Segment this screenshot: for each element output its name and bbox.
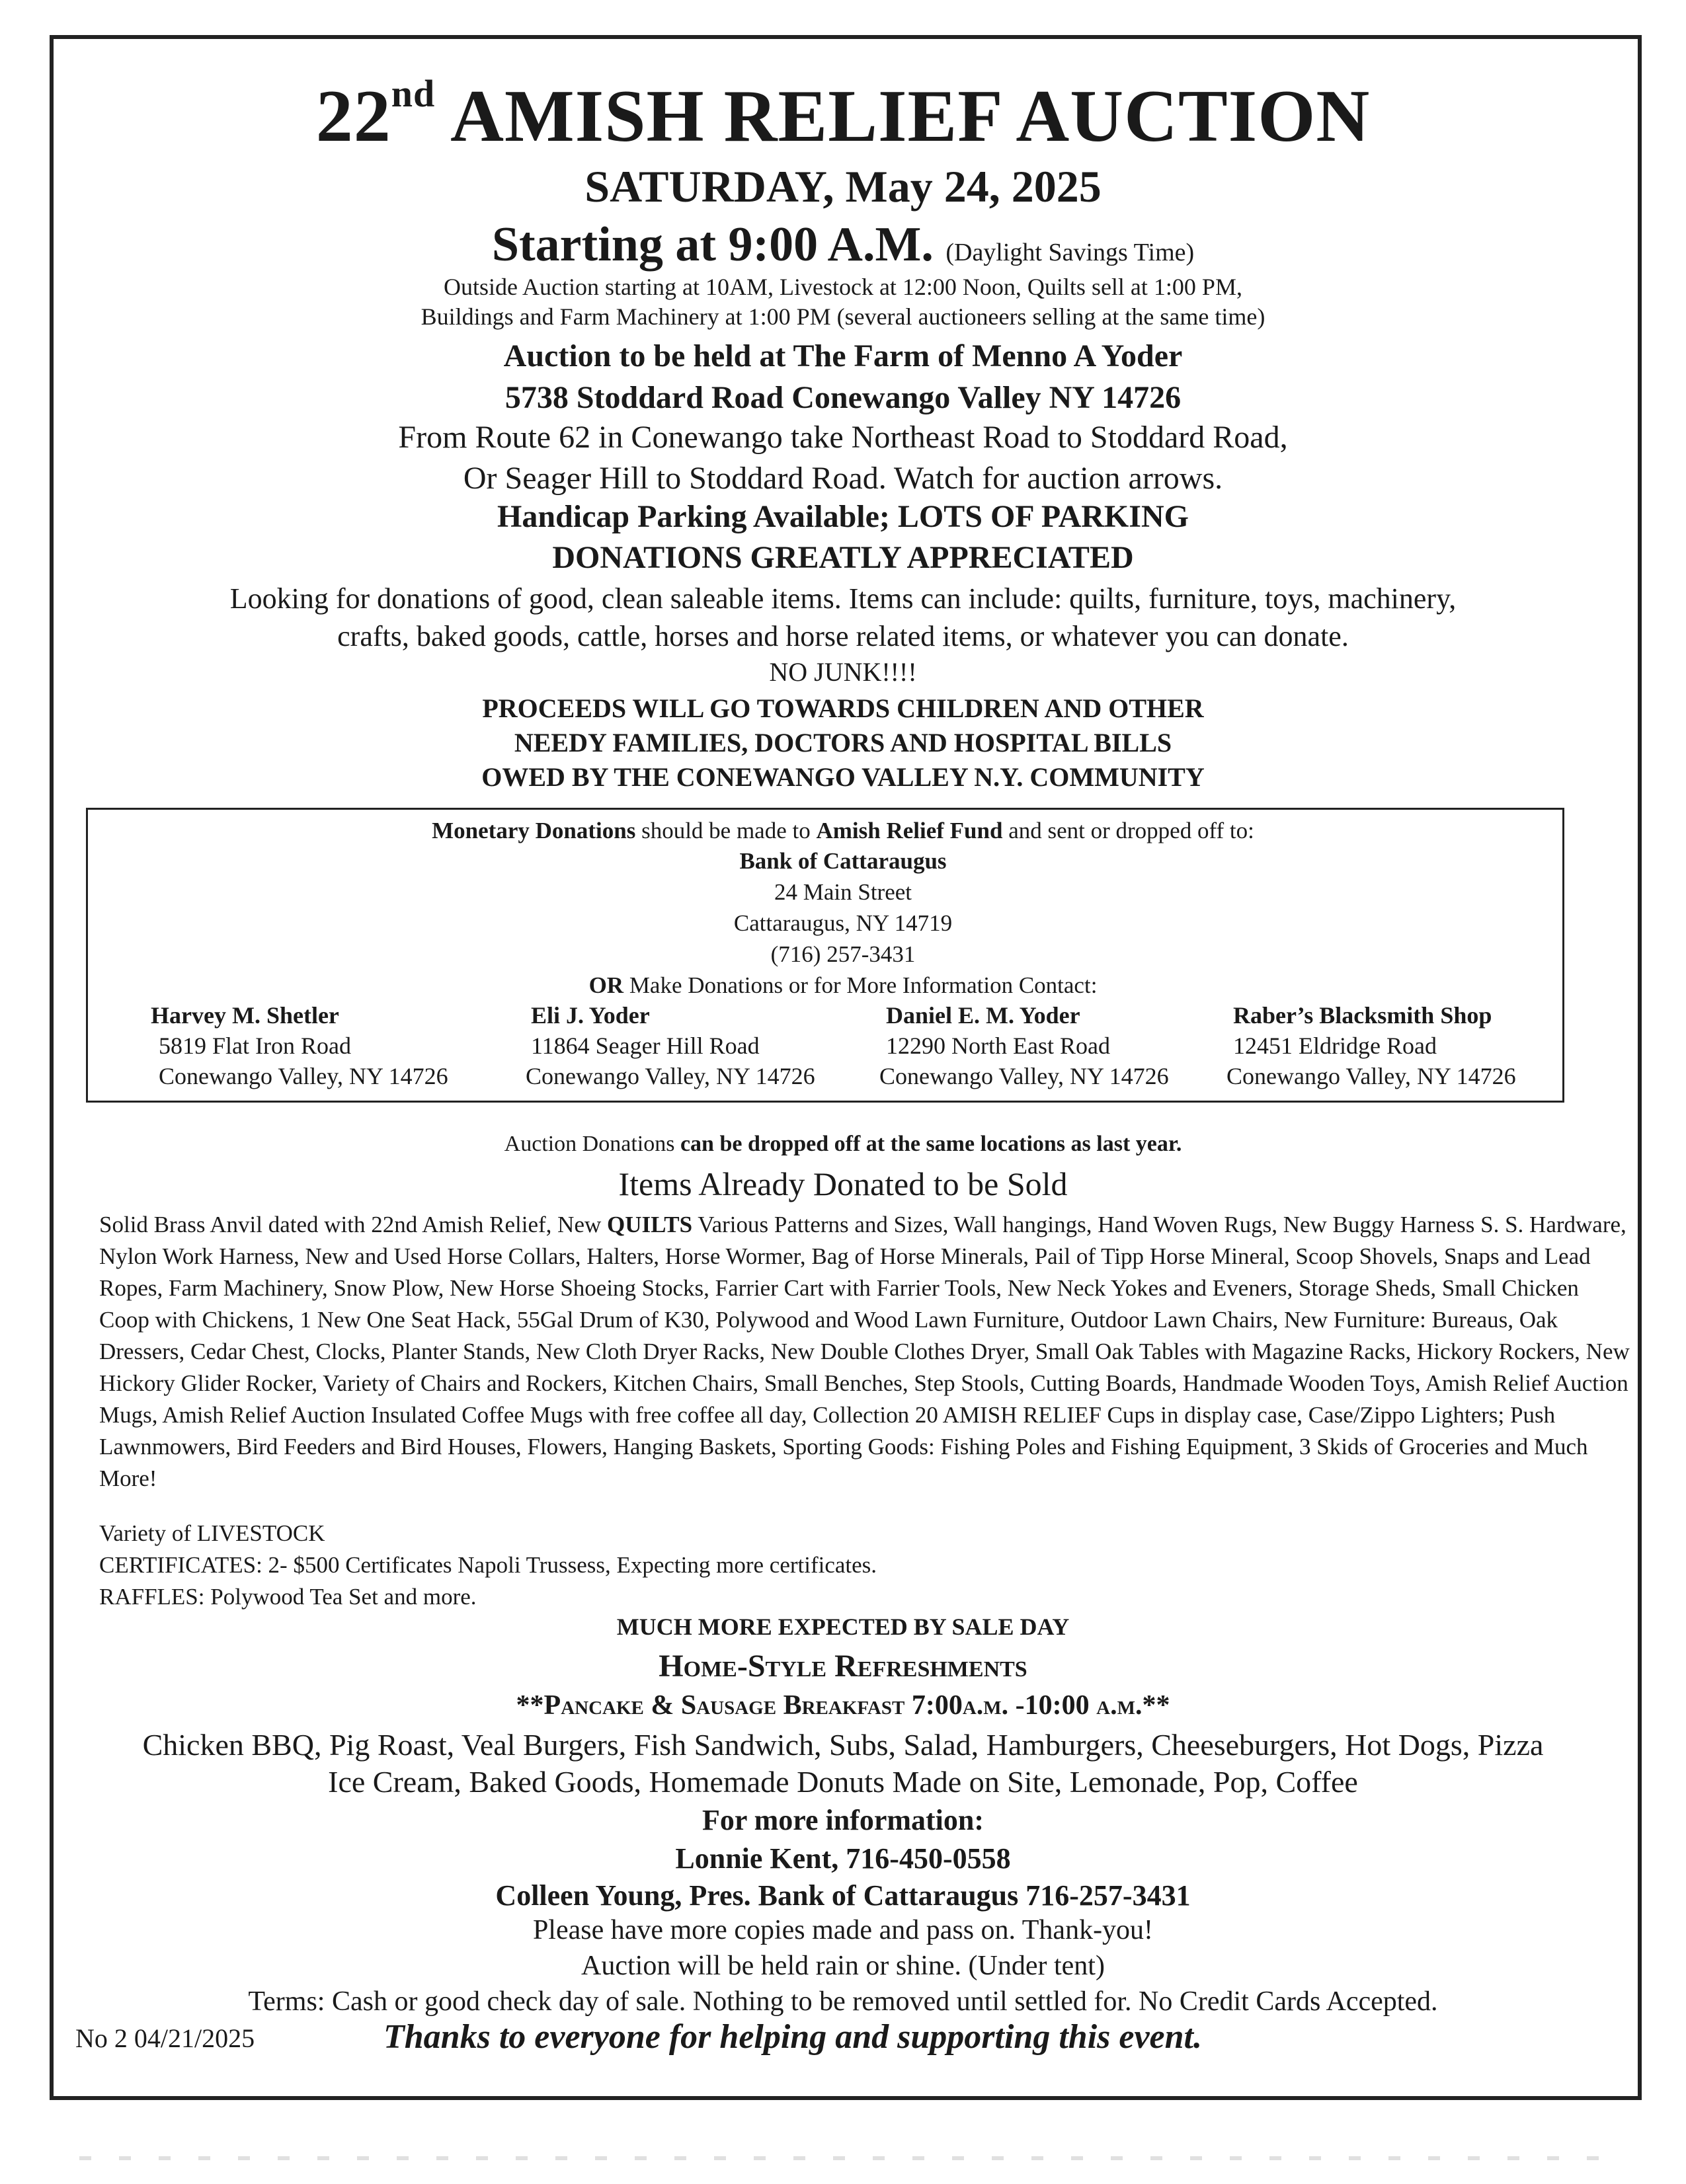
contact-name: Raber’s Blacksmith Shop — [1233, 1002, 1492, 1029]
document-number: No 2 04/21/2025 — [75, 2023, 255, 2053]
title-ordinal-suffix: nd — [391, 72, 436, 115]
breakfast-note: **Pancake & Sausage Breakfast 7:00a.m. -10:00 a.m.** — [516, 1690, 1170, 1721]
venue-line-1: Auction to be held at The Farm of Menno A Yoder — [503, 338, 1183, 373]
directions-line-1: From Route 62 in Conewango take Northeast Road to Stoddard Road, — [398, 420, 1288, 455]
bank-street: 24 Main Street — [774, 879, 912, 905]
contact-name: Harvey M. Shetler — [151, 1002, 339, 1029]
bank-city: Cattaraugus, NY 14719 — [733, 910, 953, 936]
info-contact-2: Colleen Young, Pres. Bank of Cattaraugus 716-257-3431 — [495, 1879, 1191, 1912]
contact-street: 5819 Flat Iron Road — [159, 1033, 351, 1059]
thanks-line: Thanks to everyone for helping and supporting this event. — [383, 2018, 1202, 2056]
time-note: (Daylight Savings Time) — [945, 239, 1195, 266]
livestock-note: Variety of LIVESTOCK — [99, 1520, 325, 1546]
contact-city: Conewango Valley, NY 14726 — [526, 1063, 815, 1089]
contact-card — [879, 1000, 1169, 1091]
more-expected: MUCH MORE EXPECTED BY SALE DAY — [616, 1614, 1070, 1640]
contact-name: Eli J. Yoder — [531, 1002, 650, 1029]
quilts-highlight: QUILTS — [607, 1212, 693, 1237]
refreshments-heading: Home-Style Refreshments — [659, 1649, 1027, 1684]
info-contact-1: Lonnie Kent, 716-450-0558 — [675, 1842, 1011, 1875]
copies-note: Please have more copies made and pass on. Thank-you! — [532, 1915, 1154, 1945]
contact-city: Conewango Valley, NY 14726 — [1226, 1063, 1516, 1089]
food-line-1: Chicken BBQ, Pig Roast, Veal Burgers, Fish Sandwich, Subs, Salad, Hamburgers, Cheeseburgers, Hot Dogs, Pizza — [142, 1728, 1544, 1762]
proceeds-line-3: OWED BY THE CONEWANGO VALLEY N.Y. COMMUNITY — [481, 762, 1205, 792]
raffles-note: RAFFLES: Polywood Tea Set and more. — [99, 1584, 477, 1610]
donated-items-list: Solid Brass Anvil dated with 22nd Amish Relief, New QUILTS Various Patterns and Sizes, Wall hangings, Hand Woven Rugs, New Buggy Harness S. S. Hardware, Nylon Work Harness, New and Used Horse Collars, Halters, Horse Wormer, Bag of Horse Minerals, Pail of Tipp Horse Mineral, Scoop Shovels, Snaps and Lead Ropes, Farm Machinery, Snow Plow, New Horse Shoeing Stocks, Farrier Cart with Farrier Tools, New Neck Yokes and Eveners, Storage Sheds, Small Chicken Coop with Chickens, 1 New One Seat Hack, 55Gal Drum of K30, Polywood and Wood Lawn Furniture, Outdoor Lawn Chairs, New Furniture: Bureaus, Oak Dressers, Cedar Chest, Clocks, Planter Stands, New Cloth Dryer Racks, New Double Clothes Dryer, Small Oak Tables with Magazine Racks, Hickory Rockers, New Hickory Glider Rocker, Variety of Chairs and Rockers, Kitchen Chairs, Small Benches, Step Stools, Cutting Boards, Handmade Wooden Toys, Amish Relief Auction Mugs, Amish Relief Auction Insulated Coffee Mugs with free coffee all day, Collection 20 AMISH RELIEF Cups in display case, Case/Zippo Lighters; Push Lawnmowers, Bird Feeders and Bird Houses, Flowers, Hanging Baskets, Sporting Goods: Fishing Poles and Fishing Equipment, 3 Skids of Groceries and Much More! — [99, 1212, 1630, 1491]
parking-note: Handicap Parking Available; LOTS OF PARKING — [497, 499, 1189, 534]
directions-line-2: Or Seager Hill to Stoddard Road. Watch for auction arrows. — [463, 461, 1223, 496]
no-junk-note: NO JUNK!!!! — [769, 657, 917, 687]
more-info-heading: For more information: — [702, 1804, 984, 1836]
donations-appreciated: DONATIONS GREATLY APPRECIATED — [552, 540, 1134, 575]
contact-city: Conewango Valley, NY 14726 — [879, 1063, 1169, 1089]
terms-note: Terms: Cash or good check day of sale. Nothing to be removed until settled for. No Credit Cards Accepted. — [248, 1986, 1438, 2017]
proceeds-line-2: NEEDY FAMILIES, DOCTORS AND HOSPITAL BILLS — [514, 728, 1172, 758]
food-line-2: Ice Cream, Baked Goods, Homemade Donuts Made on Site, Lemonade, Pop, Coffee — [328, 1765, 1358, 1799]
contact-card — [151, 1000, 448, 1091]
schedule-line-1: Outside Auction starting at 10AM, Livestock at 12:00 Noon, Quilts sell at 1:00 PM, — [444, 274, 1242, 300]
bank-name: Bank of Cattaraugus — [739, 848, 947, 874]
venue-address: 5738 Stoddard Road Conewango Valley NY 14726 — [504, 380, 1182, 415]
proceeds-line-1: PROCEEDS WILL GO TOWARDS CHILDREN AND OTHER — [482, 693, 1204, 723]
auction-title: 22nd AMISH RELIEF AUCTION — [315, 72, 1371, 157]
certificates-note: CERTIFICATES: 2- $500 Certificates Napoli Trussess, Expecting more certificates. — [99, 1552, 877, 1578]
contact-city: Conewango Valley, NY 14726 — [159, 1063, 448, 1089]
items-heading: Items Already Donated to be Sold — [618, 1165, 1068, 1202]
contact-card — [526, 1000, 815, 1091]
start-time: Starting at 9:00 A.M. (Daylight Savings Time) — [491, 217, 1195, 272]
monetary-instructions: Monetary Donations should be made to Amish Relief Fund and sent or dropped off to: — [432, 818, 1254, 843]
contact-street: 12451 Eldridge Road — [1233, 1033, 1437, 1059]
weather-note: Auction will be held rain or shine. (Under tent) — [581, 1951, 1105, 1981]
contact-street: 12290 North East Road — [886, 1033, 1110, 1059]
contact-intro: OR Make Donations or for More Information Contact: — [588, 972, 1098, 998]
contact-name: Daniel E. M. Yoder — [886, 1002, 1080, 1029]
auction-date: SATURDAY, May 24, 2025 — [584, 161, 1102, 212]
donations-request-line-2: crafts, baked goods, cattle, horses and horse related items, or whatever you can donate. — [337, 620, 1349, 652]
contact-street: 11864 Seager Hill Road — [531, 1033, 760, 1059]
dropoff-note: Auction Donations can be dropped off at the same locations as last year. — [504, 1132, 1182, 1156]
scan-artifact — [79, 2156, 1600, 2160]
schedule-line-2: Buildings and Farm Machinery at 1:00 PM (several auctioneers selling at the same time) — [421, 303, 1265, 330]
bank-phone: (716) 257-3431 — [770, 941, 916, 967]
contact-card — [1226, 1000, 1516, 1091]
donations-request-line-1: Looking for donations of good, clean saleable items. Items can include: quilts, furniture, toys, machinery, — [229, 582, 1457, 615]
